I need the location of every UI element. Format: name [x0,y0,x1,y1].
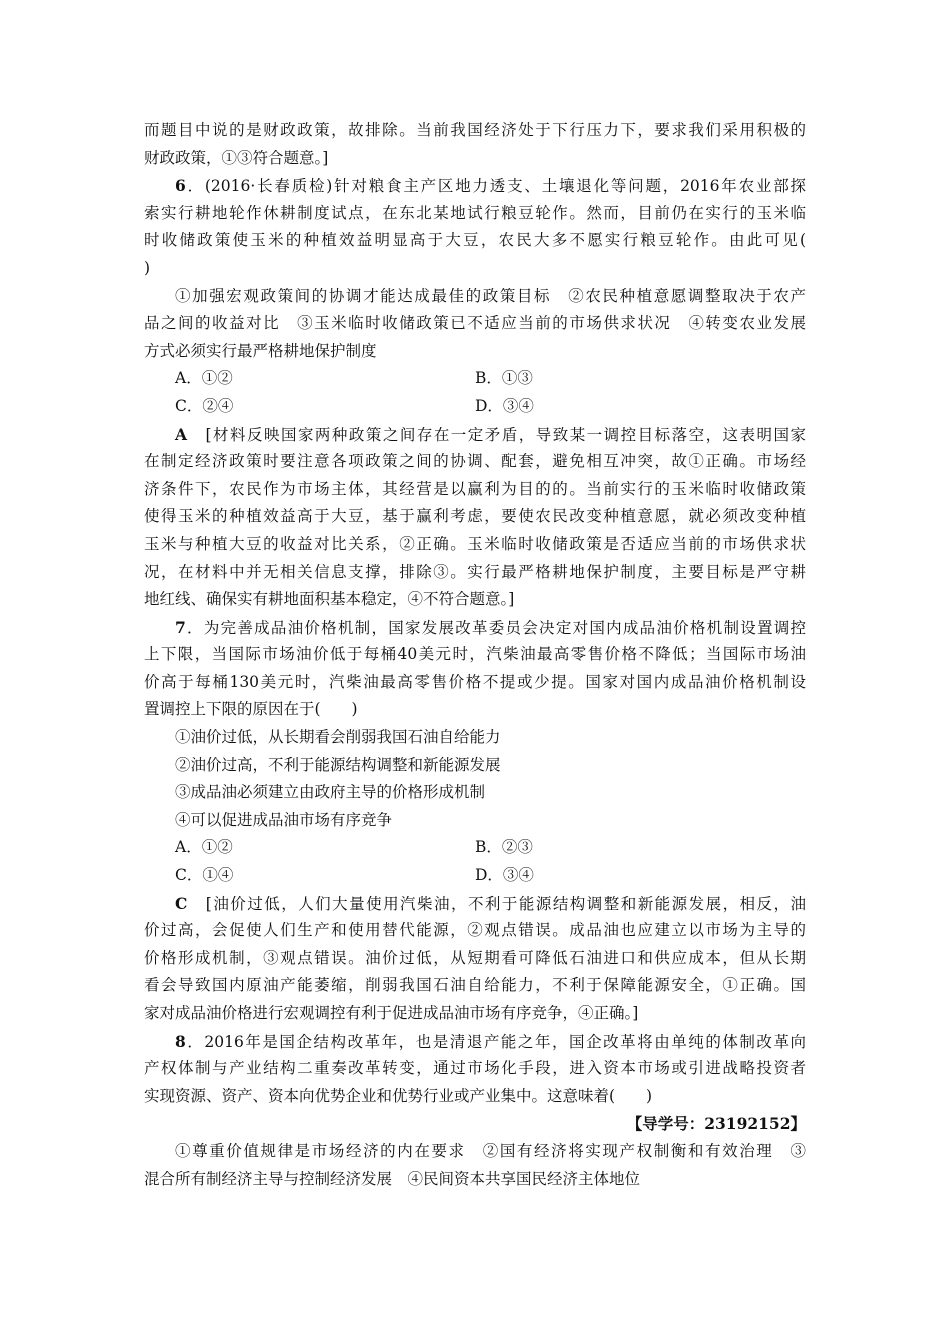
explanation-line: 看会导致国内原油产能萎缩，削弱我国石油自给能力，不利于保障能源安全，①正确。国 [144,976,806,995]
statement-line: 混合所有制经济主导与控制经济发展 ④民间资本共享国民经济主体地位 [144,1169,641,1188]
prev-answer-line: 而题目中说的是财政政策，故排除。当前我国经济处于下行压力下，要求我们采用积极的 [144,121,806,139]
answer-letter: A [175,424,188,444]
question-stem-line: 产权体制与产业结构二重奏改革转变，通过市场化手段，进入资本市场或引进战略投资者 [144,1059,806,1078]
explanation-line: 价过高，会促使人们生产和使用替代能源，②观点错误。成品油也应建立以市场为主导的 [144,921,806,940]
question-7-stem [144,614,806,642]
explanation-text: [油价过低，人们大量使用汽柴油，不利于能源结构调整和新能源发展，相反，油 [187,894,806,913]
question-stem-text: ．2016年是国企结构改革年，也是清退产能之年，国企改革将由单纯的体制改革向 [185,1032,806,1051]
answer-letter: C [175,893,188,913]
question-stem-line: 置调控上下限的原因在于( ) [144,700,358,719]
document-body [144,117,806,1193]
explanation-line: 家对成品油价格进行宏观调控有利于促进成品油市场有序竞争，④正确。] [144,1004,639,1022]
options-row [144,834,806,862]
question-number: 8 [175,1031,186,1051]
option-d: D．③④ [475,396,534,415]
statement-line: ①加强宏观政策间的协调才能达成最佳的政策目标 ②农民种植意愿调整取决于农产 [175,286,806,305]
question-stem-line: 实现资源、资产、资本向优势企业和优势行业或产业集中。这意味着( ) [144,1086,653,1105]
statement-line: ④可以促进成品油市场有序竞争 [175,810,393,829]
question-6-stem [144,172,806,200]
statement-line: ①尊重价值规律是市场经济的内在要求 ②国有经济将实现产权制衡和有效治理 ③ [175,1141,806,1160]
explanation-line: 况，在材料中并无相关信息支撑，排除③。实行最严格耕地保护制度，主要目标是严守耕 [144,562,806,581]
answer-explanation [144,421,806,449]
option-a: A．①② [175,369,233,388]
question-8-stem [144,1028,806,1056]
question-stem-line: ) [144,258,151,277]
statement-line: 方式必须实行最严格耕地保护制度 [144,341,377,360]
option-b: B．②③ [475,838,533,857]
explanation-text: [材料反映国家两种政策之间存在一定矛盾，导致某一调控目标落空，这表明国家 [187,425,806,444]
question-stem-text: ．为完善成品油价格机制，国家发展改革委员会决定对国内成品油价格机制设置调控 [185,618,806,637]
explanation-line: 价格形成机制，③观点错误。油价过低，从短期看可降低石油进口和供应成本，但从长期 [144,948,806,967]
option-c: C．②④ [175,396,234,415]
question-number: 6 [175,176,186,196]
explanation-line: 地红线、确保实有耕地面积基本稳定，④不符合题意。] [144,590,515,609]
options-row [144,393,806,421]
options-row [144,862,806,890]
explanation-line: 济条件下，农民作为市场主体，其经营是以赢利为目的的。当前实行的玉米临时收储政策 [144,479,806,498]
prev-answer-line: 财政政策，①③符合题意。] [144,148,329,167]
option-a: A．①② [175,838,233,857]
option-c: C．①④ [175,866,234,885]
question-stem-line: 索实行耕地轮作休耕制度试点，在东北某地试行粮豆轮作。然而，目前仍在实行的玉米临 [144,203,806,222]
option-d: D．③④ [475,866,534,885]
options-row [144,365,806,393]
statement-line: 品之间的收益对比 ③玉米临时收储政策已不适应当前的市场供求状况 ④转变农业发展 [144,314,806,333]
explanation-line: 使得玉米的种植效益高于大豆，基于赢利考虑，要使农民改变种植意愿，就必须改变种植 [144,507,806,526]
question-number: 7 [175,617,186,637]
question-stem-line: 价高于每桶130美元时，汽柴油最高零售价格不提或少提。国家对国内成品油价格机制设 [144,672,806,691]
option-b: B．①③ [475,369,533,388]
question-stem-text: ．(2016·长春质检)针对粮食主产区地力透支、土壤退化等问题，2016年农业部探 [185,177,806,196]
question-stem-line: 上下限，当国际市场油价低于每桶40美元时，汽柴油最高零售价格不降低；当国际市场油 [144,645,806,664]
statement-line: ①油价过低，从长期看会削弱我国石油自给能力 [175,728,501,747]
answer-explanation [144,890,806,918]
explanation-line: 在制定经济政策时要注意各项政策之间的协调、配套，避免相互冲突，故①正确。市场经 [144,452,806,471]
question-stem-line: 时收储政策使玉米的种植效益明显高于大豆，农民大多不愿实行粮豆轮作。由此可见( [144,231,806,250]
explanation-line: 玉米与种植大豆的收益对比关系，②正确。玉米临时收储政策是否适应当前的市场供求状 [144,534,806,553]
statement-line: ③成品油必须建立由政府主导的价格形成机制 [175,783,486,802]
statement-line: ②油价过高，不利于能源结构调整和新能源发展 [175,755,501,774]
guide-number: 【导学号：23192152】 [626,1114,806,1134]
